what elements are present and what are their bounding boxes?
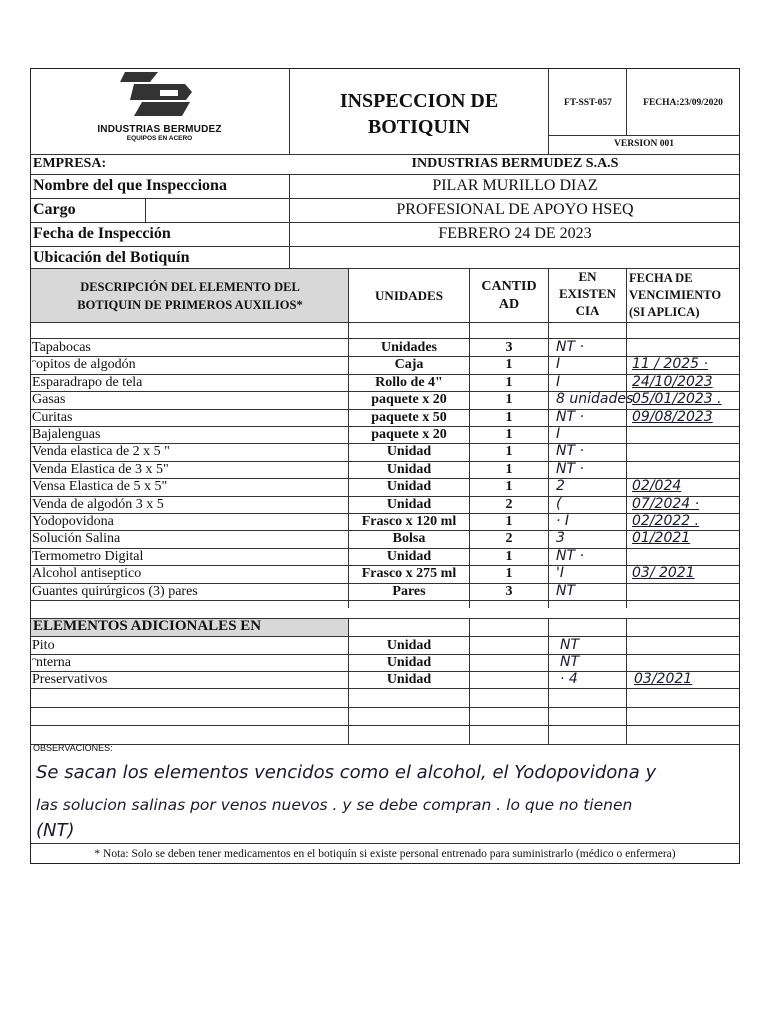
item-unit: Unidad xyxy=(386,479,432,495)
item-description: Gasas xyxy=(32,392,66,408)
form-code: FT-SST-057 xyxy=(564,98,612,108)
item-unit: Unidad xyxy=(386,548,432,564)
item-quantity: 1 xyxy=(505,357,513,373)
item-description: ᵔopitos de algodón xyxy=(32,357,136,373)
item-existence: NT · xyxy=(556,339,584,355)
additional-item-existence: · 4 xyxy=(560,671,578,687)
title-line-2: BOTIQUIN xyxy=(367,116,471,138)
item-quantity: 2 xyxy=(505,531,513,547)
item-quantity: 1 xyxy=(505,392,513,408)
item-unit: paquete x 20 xyxy=(371,392,447,408)
additional-item-unit: Unidad xyxy=(386,672,432,687)
title-line-1: INSPECCION DE xyxy=(339,90,499,112)
item-existence: NT · xyxy=(556,460,584,477)
item-quantity: 1 xyxy=(505,409,513,425)
item-expiration: 24/10/2023 xyxy=(632,373,713,390)
item-quantity: 1 xyxy=(505,548,513,564)
item-existence: 3 xyxy=(556,530,565,547)
additional-item-unit: Unidad xyxy=(386,638,432,653)
col-quantity: CANTID AD xyxy=(481,279,537,312)
observation-line-1: Se sacan los elementos vencidos como el alcohol, el Yodopovidona y xyxy=(36,762,657,783)
item-description: Venda de algodón 3 x 5 xyxy=(32,496,164,512)
item-existence: I xyxy=(556,373,561,390)
item-description: Guantes quirúrgicos (3) pares xyxy=(32,583,198,599)
item-description: Alcohol antiseptico xyxy=(32,566,142,582)
item-existence: ( xyxy=(556,495,562,512)
cargo-value: PROFESIONAL DE APOYO HSEQ xyxy=(396,201,634,218)
additional-item-description: Pito xyxy=(32,638,55,653)
form-version: VERSION 001 xyxy=(614,139,674,149)
item-unit: Caja xyxy=(394,357,424,373)
item-quantity: 1 xyxy=(505,461,513,477)
col-description: DESCRIPCIÓN DEL ELEMENTO DEL BOTIQUIN DE PRIMEROS AUXILIOS* xyxy=(77,280,303,312)
additional-item-existence: NT xyxy=(560,654,580,670)
col-expiration: FECHA DE VENCIMIENTO (SI APLICA) xyxy=(629,271,722,319)
item-unit: paquete x 20 xyxy=(371,427,447,442)
additional-item-description: Preservativos xyxy=(32,672,108,687)
item-quantity: 2 xyxy=(505,496,513,512)
item-existence: NT · xyxy=(556,408,584,425)
item-unit: Frasco x 120 ml xyxy=(361,514,457,529)
item-quantity: 3 xyxy=(505,340,513,355)
empresa-value: INDUSTRIAS BERMUDEZ S.A.S xyxy=(411,156,619,171)
item-existence: NT · xyxy=(556,547,584,564)
item-unit: Pares xyxy=(392,583,426,599)
item-unit: Frasco x 275 ml xyxy=(361,566,457,582)
item-description: Termometro Digital xyxy=(32,548,144,564)
col-existence: EN EXISTEN CIA xyxy=(558,269,617,318)
col-units: UNIDADES xyxy=(375,288,443,303)
fecha-label: Fecha de Inspección xyxy=(33,225,171,242)
cargo-label: Cargo xyxy=(33,201,76,218)
item-description: Vensa Elastica de 5 x 5" xyxy=(32,479,168,495)
empresa-label: EMPRESA: xyxy=(33,156,107,171)
item-description: Yodopovidona xyxy=(32,514,114,529)
row-divider xyxy=(30,707,740,708)
item-description: Venda Elastica de 3 x 5" xyxy=(32,461,169,477)
item-description: Bajalenguas xyxy=(32,427,101,442)
item-unit: Unidad xyxy=(386,496,432,512)
item-quantity: 3 xyxy=(505,583,513,599)
company-tagline: EQUIPOS EN ACERO xyxy=(126,135,193,142)
item-existence: 8 unidades xyxy=(556,391,634,408)
observation-line-2: las solucion salinas por venos nuevos . y se debe compran . lo que no tienen xyxy=(36,796,633,814)
item-expiration: 09/08/2023 xyxy=(632,408,713,425)
additional-item-unit: Unidad xyxy=(386,655,432,670)
additional-title: ELEMENTOS ADICIONALES EN xyxy=(33,618,262,634)
item-expiration: 02/2022 . xyxy=(632,513,700,529)
item-existence: 2 xyxy=(556,478,565,495)
observation-line-3: (NT) xyxy=(36,820,75,841)
form-title xyxy=(290,88,548,140)
inspector-label: Nombre del que Inspecciona xyxy=(33,177,227,194)
item-quantity: 1 xyxy=(505,444,513,460)
item-unit: Unidad xyxy=(386,444,432,460)
form-date: FECHA:23/09/2020 xyxy=(643,98,723,108)
item-existence: NT xyxy=(556,582,576,599)
item-expiration: 05/01/2023 . xyxy=(632,391,722,408)
item-quantity: 1 xyxy=(505,566,513,582)
footnote: * Nota: Solo se deben tener medicamentos en el botiquín si existe personal entrenado para suministrarlo (médico o enfermera) xyxy=(94,848,676,860)
observations-label: OBSERVACIONES: xyxy=(33,743,113,753)
item-existence: I xyxy=(556,356,561,373)
logo-mark-icon xyxy=(120,70,200,120)
row-divider xyxy=(30,600,740,601)
item-quantity: 1 xyxy=(505,374,513,390)
item-unit: Rollo de 4" xyxy=(375,374,443,390)
item-quantity: 1 xyxy=(505,479,513,495)
item-quantity: 1 xyxy=(505,514,513,529)
item-expiration: 01/2021 xyxy=(632,530,691,547)
item-expiration: 03/ 2021 xyxy=(632,565,695,582)
inspector-value: PILAR MURILLO DIAZ xyxy=(432,177,598,194)
company-brand: INDUSTRIAS BERMUDEZ xyxy=(97,124,222,135)
item-description: Tapabocas xyxy=(32,340,91,355)
item-description: Venda elastica de 2 x 5 " xyxy=(32,444,170,460)
item-expiration: 07/2024 · xyxy=(632,495,700,512)
item-description: Solución Salina xyxy=(32,531,121,547)
item-existence: 'I xyxy=(556,565,564,582)
item-unit: paquete x 50 xyxy=(371,409,447,425)
ubicacion-label: Ubicación del Botiquín xyxy=(33,249,190,266)
row-divider xyxy=(30,688,740,689)
additional-item-description: ᵔnterna xyxy=(32,655,72,670)
item-existence: NT · xyxy=(556,443,584,460)
item-description: Curitas xyxy=(32,409,73,425)
item-unit: Unidades xyxy=(380,340,438,355)
item-unit: Bolsa xyxy=(392,531,426,547)
fecha-value: FEBRERO 24 DE 2023 xyxy=(438,225,592,242)
item-existence: I xyxy=(556,426,561,442)
additional-item-existence: NT xyxy=(560,637,580,653)
item-unit: Unidad xyxy=(386,461,432,477)
item-expiration: 02/024 xyxy=(632,478,682,495)
item-description: Esparadrapo de tela xyxy=(32,374,143,390)
row-divider xyxy=(30,725,740,726)
item-quantity: 1 xyxy=(505,427,513,442)
item-existence: · I xyxy=(556,513,570,529)
item-expiration: 11 / 2025 · xyxy=(632,356,708,373)
additional-item-expiration: 03/2021 xyxy=(634,671,693,687)
